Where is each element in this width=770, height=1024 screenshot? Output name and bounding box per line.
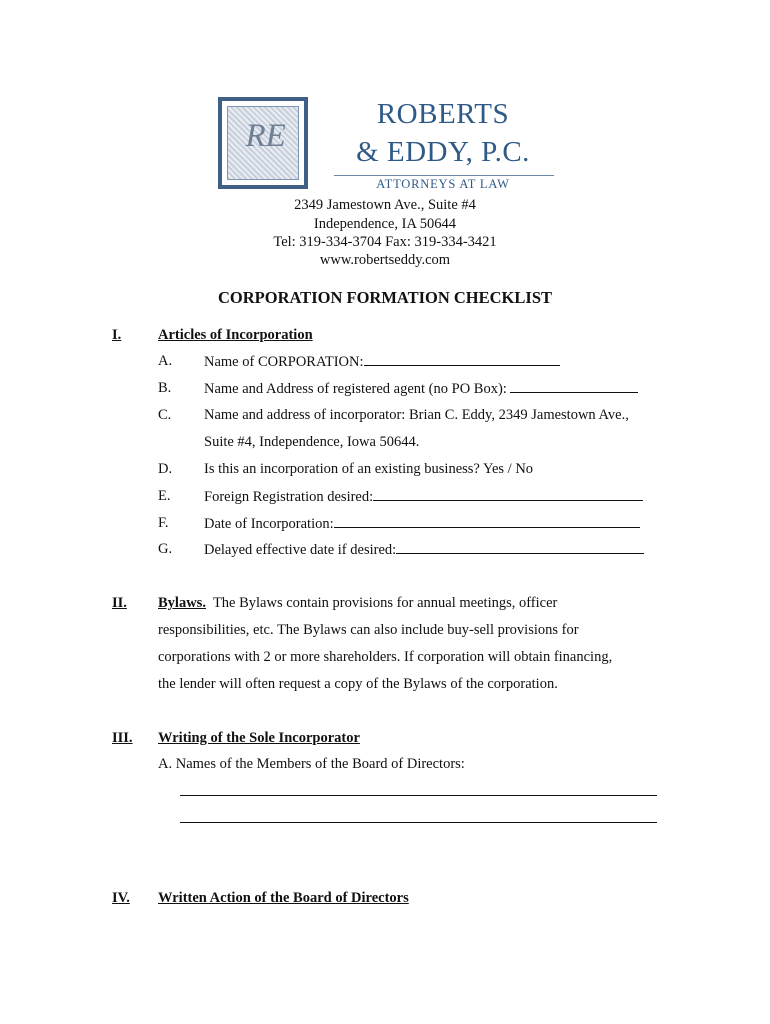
- phone-fax: Tel: 319-334-3704 Fax: 319-334-3421: [273, 234, 497, 250]
- bylaws-text-line4: the lender will often request a copy of the Bylaws of the corporation.: [158, 676, 558, 692]
- item-letter-e: E.: [158, 488, 171, 504]
- item-letter-g: G.: [158, 541, 173, 557]
- item-letter-a: A.: [158, 353, 173, 369]
- board-members-item: A. Names of the Members of the Board of Directors:: [158, 756, 465, 772]
- item-b: [204, 380, 638, 398]
- section-number-3: III.: [112, 730, 133, 746]
- section-2-line1: [158, 595, 557, 612]
- address-line1: 2349 Jamestown Ave., Suite #4: [294, 197, 476, 213]
- item-b-label: Name and Address of registered agent (no PO Box):: [204, 381, 511, 397]
- firm-name-line2: & EDDY, P.C.: [356, 136, 530, 168]
- section-number-1: I.: [112, 327, 122, 343]
- item-c-line1: Name and address of incorporator: Brian C. Eddy, 2349 Jamestown Ave.,: [204, 407, 629, 423]
- firm-name-line1: ROBERTS: [376, 98, 510, 130]
- section-heading-3: Writing of the Sole Incorporator: [158, 730, 360, 746]
- logo-monogram-panel: [227, 106, 299, 180]
- item-a: [204, 353, 560, 371]
- website-link[interactable]: www.robertseddy.com: [319, 252, 451, 268]
- item-c-line2: Suite #4, Independence, Iowa 50644.: [204, 434, 420, 450]
- monogram-icon: [228, 107, 298, 179]
- section-heading-1: Articles of Incorporation: [158, 327, 313, 343]
- item-g: [204, 541, 644, 559]
- item-letter-f: F.: [158, 515, 169, 531]
- registered-agent-field[interactable]: [510, 380, 638, 393]
- firm-logo: [218, 97, 308, 189]
- address-line2: Independence, IA 50644: [313, 216, 457, 232]
- item-letter-d: D.: [158, 461, 173, 477]
- incorporation-date-field[interactable]: [334, 515, 640, 528]
- monogram-text: RE: [245, 117, 286, 154]
- section-number-4: IV.: [112, 890, 130, 906]
- item-g-label: Delayed effective date if desired:: [204, 542, 397, 558]
- bylaws-text-line3: corporations with 2 or more shareholders. If corporation will obtain financing,: [158, 649, 613, 665]
- corporation-name-field[interactable]: [364, 353, 560, 366]
- letterhead-rule: [334, 175, 554, 176]
- item-f-label: Date of Incorporation:: [204, 516, 334, 532]
- firm-subtitle: ATTORNEYS AT LAW: [376, 177, 510, 191]
- bylaws-text-line1: The Bylaws contain provisions for annual meetings, officer: [205, 595, 558, 611]
- section-heading-2: Bylaws.: [158, 595, 206, 611]
- item-letter-b: B.: [158, 380, 172, 396]
- foreign-registration-field[interactable]: [373, 488, 643, 501]
- item-e: [204, 488, 643, 506]
- item-d: Is this an incorporation of an existing business? Yes / No: [204, 461, 534, 477]
- section-number-2: II.: [112, 595, 127, 611]
- document-title: CORPORATION FORMATION CHECKLIST: [218, 288, 552, 307]
- item-f: [204, 515, 640, 533]
- effective-date-field[interactable]: [396, 541, 644, 554]
- item-e-label: Foreign Registration desired:: [204, 489, 374, 505]
- item-letter-c: C.: [158, 407, 172, 423]
- section-heading-4: Written Action of the Board of Directors: [158, 890, 409, 906]
- bylaws-text-line2: responsibilities, etc. The Bylaws can also include buy-sell provisions for: [158, 622, 579, 638]
- item-a-label: Name of CORPORATION:: [204, 354, 364, 370]
- board-members-line-1[interactable]: [180, 795, 657, 796]
- board-members-line-2[interactable]: [180, 822, 657, 823]
